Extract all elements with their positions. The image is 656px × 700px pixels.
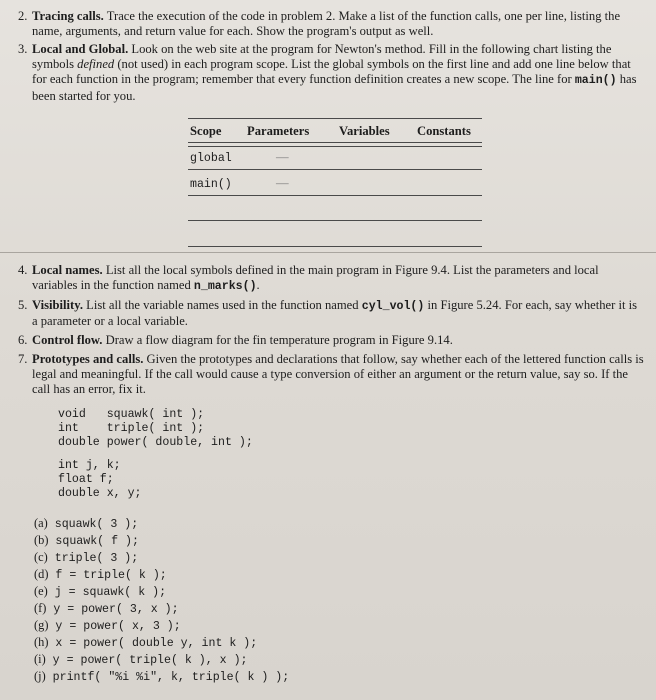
table-row-rule xyxy=(188,220,482,221)
table-header-scope: Scope xyxy=(190,124,222,138)
problem-text: Given the prototypes and declarations that follow, say whether each of the lettered function calls is legal and meaningful. If the call would cause a type conversion of either an argument or the return value, say so. If the call has an error, fix it. xyxy=(32,352,644,397)
call-item xyxy=(34,653,247,667)
call-code: y = power( 3, x ); xyxy=(53,603,179,616)
problem-text: Draw a flow diagram for the fin temperature program in Figure 9.14. xyxy=(105,333,453,347)
call-item xyxy=(34,670,289,684)
table-row-scope: global xyxy=(190,152,232,165)
problem-number: 5. xyxy=(18,298,28,312)
problem-title: Control flow. xyxy=(32,333,103,347)
table-header-constants: Constants xyxy=(417,124,471,138)
table-header-rule-double xyxy=(188,146,482,147)
call-code: printf( "%i %i", k, triple( k ) ); xyxy=(52,671,290,684)
problem-text: Look on the web site at the program for Newton's method. Fill in the following chart listing the symbols xyxy=(32,42,612,72)
problem-text: List all the variable names used in the function named xyxy=(86,298,362,312)
call-item xyxy=(34,551,138,565)
problem-2 xyxy=(18,9,644,39)
inline-code: main() xyxy=(574,74,617,88)
problem-title: Prototypes and calls. xyxy=(32,352,144,366)
table-row-parameters: — xyxy=(276,150,289,164)
problem-title: Local and Global. xyxy=(32,42,129,56)
call-item xyxy=(34,602,179,616)
call-code: y = power( triple( k ), x ); xyxy=(52,654,248,667)
call-item xyxy=(34,619,181,633)
table-row-rule xyxy=(188,246,482,247)
problem-text: in Figure 5.24. For each, say whether it is a parameter or a local variable. xyxy=(32,298,638,329)
table-row-rule xyxy=(188,169,482,170)
call-item xyxy=(34,585,166,599)
call-label: (i) xyxy=(34,652,46,666)
call-code: triple( 3 ); xyxy=(54,552,139,565)
call-item xyxy=(34,568,167,582)
problem-number: 3. xyxy=(18,42,28,56)
call-item xyxy=(34,636,257,650)
problem-number: 4. xyxy=(18,263,28,277)
declaration-line: double x, y; xyxy=(58,487,142,500)
table-top-rule xyxy=(188,118,482,119)
call-code: squawk( f ); xyxy=(55,535,139,548)
problem-number: 7. xyxy=(18,352,28,366)
table-row-rule xyxy=(188,195,482,196)
call-item xyxy=(34,534,139,548)
problem-text: (not used) in each program scope. List the global symbols on the first line and add one line below that for each function in the program; remember that every function definition creates a new scope. The line for xyxy=(32,57,631,87)
problem-title: Tracing calls. xyxy=(32,9,104,23)
page-divider xyxy=(0,252,656,253)
problem-title: Visibility. xyxy=(32,298,83,312)
inline-code: cyl_vol() xyxy=(361,300,425,313)
table-header-rule xyxy=(188,142,482,143)
call-label: (e) xyxy=(34,584,48,598)
call-code: j = squawk( k ); xyxy=(54,586,167,599)
problem-text: List all the local symbols defined in the main program in Figure 9.4. List the parameters and local variables in the function named xyxy=(32,263,599,293)
table-header-variables: Variables xyxy=(339,124,390,138)
emphasis: defined xyxy=(77,57,115,72)
problem-7 xyxy=(18,352,644,398)
problem-number: 2. xyxy=(18,9,28,23)
call-label: (g) xyxy=(34,618,49,632)
call-label: (d) xyxy=(34,567,49,581)
problem-5 xyxy=(18,298,644,329)
call-label: (j) xyxy=(34,669,46,683)
table-header-parameters: Parameters xyxy=(247,124,310,138)
call-code: squawk( 3 ); xyxy=(54,518,139,531)
call-label: (a) xyxy=(34,516,48,530)
call-code: y = power( x, 3 ); xyxy=(55,620,181,633)
call-label: (f) xyxy=(34,601,47,615)
problem-number: 6. xyxy=(18,333,28,347)
problem-text: . xyxy=(256,278,260,293)
table-row-scope: main() xyxy=(190,178,232,191)
call-item xyxy=(34,517,138,531)
problem-text: has been started for you. xyxy=(32,72,637,103)
problem-6 xyxy=(18,333,644,348)
call-label: (h) xyxy=(34,635,49,649)
problem-4 xyxy=(18,263,644,294)
declaration-line: float f; xyxy=(58,473,114,486)
prototype-line: double power( double, int ); xyxy=(58,436,253,449)
call-code: f = triple( k ); xyxy=(55,569,167,582)
declaration-line: int j, k; xyxy=(58,459,121,472)
problem-3 xyxy=(18,42,644,104)
call-code: x = power( double y, int k ); xyxy=(55,637,258,650)
call-label: (b) xyxy=(34,533,49,547)
inline-code: n_marks() xyxy=(193,280,257,294)
problem-title: Local names. xyxy=(32,263,103,277)
prototype-line: int triple( int ); xyxy=(58,422,205,435)
call-label: (c) xyxy=(34,550,48,564)
prototype-line: void squawk( int ); xyxy=(58,408,205,421)
table-row-parameters: — xyxy=(276,176,289,190)
problem-text: Trace the execution of the code in problem 2. Make a list of the function calls, one per line, listing the name, arguments, and return value for each. Show the program's output as well. xyxy=(32,9,621,39)
